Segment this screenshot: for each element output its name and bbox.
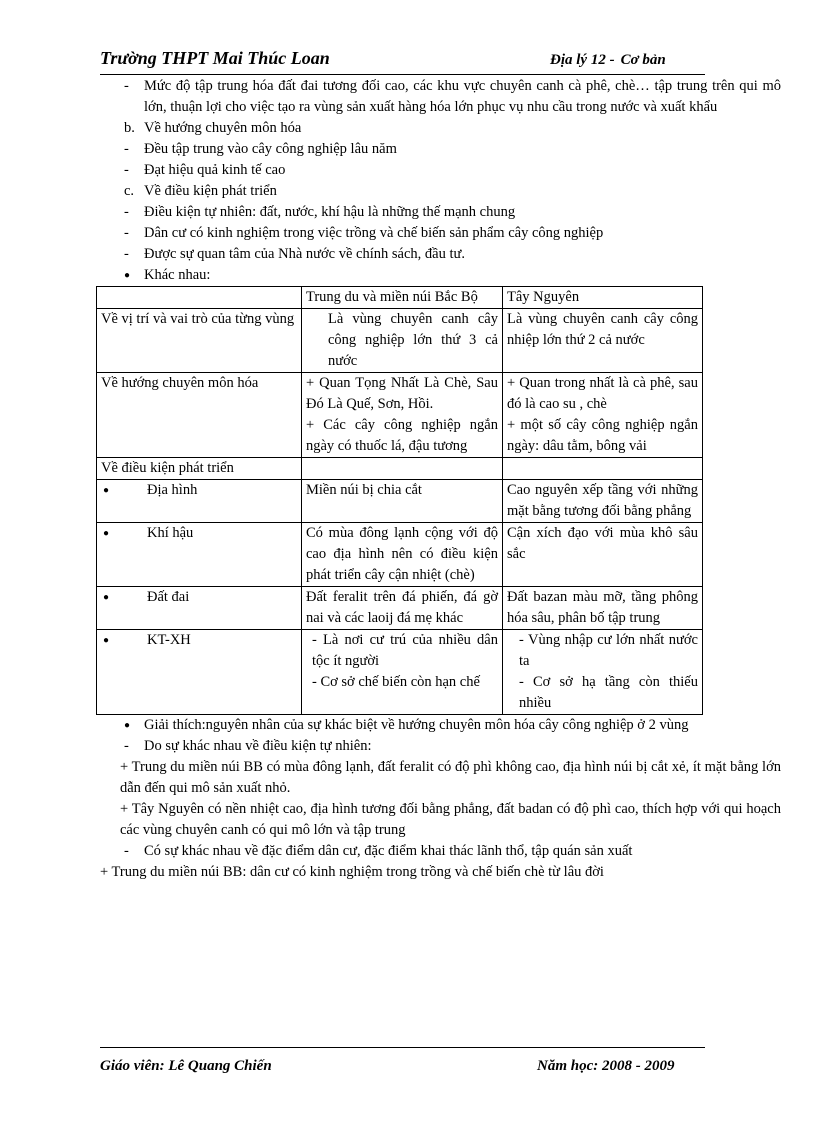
bullet-icon: ●	[124, 720, 131, 731]
table-row	[97, 309, 703, 373]
table-header-cell: Trung du và miền núi Bắc Bộ	[302, 287, 503, 309]
table-cell: + Quan Tọng Nhất Là Chè, Sau Đó Là Quế, Sơn, Hồi. + Các cây công nghiệp ngắn ngày có thuốc lá, đậu tương	[302, 373, 503, 458]
table-row	[97, 480, 703, 523]
table-cell	[97, 287, 302, 309]
paragraph-line: - Đều tập trung vào cây công nghiệp lâu năm	[96, 139, 781, 160]
table-cell: Là vùng chuyên canh cây công nhiệp lớn thứ 2 cả nước	[503, 309, 703, 373]
subject-level: Cơ bản	[620, 52, 666, 68]
dash-marker: -	[124, 141, 129, 157]
table-cell	[503, 458, 703, 480]
dash-marker: -	[124, 246, 129, 262]
paragraph-line: - Mức độ tập trung hóa đất đai tương đối cao, các khu vực chuyên canh cà phê, chè… tập trung trên qui mô lớn, thuận lợi cho việc tạo ra vùng sản xuất hàng hóa lớn phục vụ nhu cầu trong nước và xuất khẩu	[124, 78, 781, 115]
table-row	[97, 523, 703, 587]
paragraph-line: - Do sự khác nhau về điều kiện tự nhiên:	[96, 736, 781, 757]
school-year: Năm học: 2008 - 2009	[537, 1058, 675, 1074]
section-marker: c.	[124, 183, 135, 199]
dash-marker: -	[124, 225, 129, 241]
table-cell: Cận xích đạo với mùa khô sâu sắc	[503, 523, 703, 587]
paragraph-line: - Dân cư có kinh nghiệm trong việc trồng và chế biến sản phẩm cây công nghiệp	[96, 223, 781, 244]
subject-name: Địa lý 12 -	[550, 52, 615, 68]
table-cell: Về điều kiện phát triển	[97, 458, 302, 480]
document-body	[96, 76, 781, 883]
table-cell: - Là nơi cư trú của nhiều dân tộc ít người - Cơ sở chế biến còn hạn chế	[302, 630, 503, 715]
table-cell: Cao nguyên xếp tầng với những mặt bằng tương đối bằng phẳng	[503, 480, 703, 523]
bullet-line: ● Khác nhau:	[96, 265, 781, 286]
bullet-icon: ●	[103, 635, 110, 646]
table-cell: ● Địa hình	[97, 480, 302, 523]
dash-marker: -	[124, 738, 129, 754]
table-row	[97, 630, 703, 715]
table-header-cell: Tây Nguyên	[503, 287, 703, 309]
page-header	[100, 48, 705, 75]
table-cell: Về hướng chuyên môn hóa	[97, 373, 302, 458]
bullet-icon: ●	[124, 270, 131, 281]
teacher-name: Giáo viên: Lê Quang Chiến	[100, 1058, 272, 1074]
paragraph-line: - Điều kiện tự nhiên: đất, nước, khí hậu là những thế mạnh chung	[96, 202, 781, 223]
paragraph-line: - Được sự quan tâm của Nhà nước về chính sách, đầu tư.	[96, 244, 781, 265]
dash-marker: -	[124, 843, 129, 859]
subject-label	[550, 52, 666, 69]
bullet-line: ● Giải thích:nguyên nhân của sự khác biệt về hướng chuyên môn hóa cây công nghiệp ở 2 vùng	[96, 715, 781, 736]
table-row	[97, 587, 703, 630]
bullet-icon: ●	[103, 592, 110, 603]
table-cell: Đất feralit trên đá phiến, đá gờ nai và các laoij đá mẹ khác	[302, 587, 503, 630]
paragraph-line: - Đạt hiệu quả kinh tế cao	[96, 160, 781, 181]
section-b-heading: b. Về hướng chuyên môn hóa	[96, 118, 781, 139]
paragraph-line: + Tây Nguyên có nền nhiệt cao, địa hình tương đối bằng phẳng, đất badan có độ phì cao, thích hợp với qui hoạch các vùng chuyên canh có qui mô lớn và tập trung	[120, 801, 781, 838]
table-cell: Miền núi bị chia cắt	[302, 480, 503, 523]
dash-marker: -	[124, 162, 129, 178]
table-cell	[302, 458, 503, 480]
school-name: Trường THPT Mai Thúc Loan	[100, 48, 330, 68]
table-cell: Là vùng chuyên canh cây công nghiệp lớn thứ 3 cả nước	[302, 309, 503, 373]
page-footer	[100, 1047, 705, 1078]
bullet-icon: ●	[103, 485, 110, 496]
table-header-row	[97, 287, 703, 309]
table-cell: ● KT-XH	[97, 630, 302, 715]
table-cell: Có mùa đông lạnh cộng với độ cao địa hình nên có điều kiện phát triển cây cận nhiệt (chè)	[302, 523, 503, 587]
table-cell: Đất bazan màu mỡ, tầng phông hóa sâu, phân bố tập trung	[503, 587, 703, 630]
table-cell: - Vùng nhập cư lớn nhất nước ta - Cơ sở hạ tầng còn thiếu nhiều	[503, 630, 703, 715]
paragraph-line: + Trung du miền núi BB có mùa đông lạnh, đất feralit có độ phì không cao, địa hình núi bị cắt xẻ, ít mặt bằng lớn dẫn đến qui mô sản xuất nhỏ.	[120, 759, 781, 796]
dash-marker: -	[124, 204, 129, 220]
table-cell: + Quan trong nhất là cà phê, sau đó là cao su , chè + một số cây công nghiệp ngắn ngày: dâu tằm, bông vải	[503, 373, 703, 458]
paragraph-line: - Có sự khác nhau về đặc điểm dân cư, đặc điểm khai thác lãnh thổ, tập quán sản xuất	[96, 841, 781, 862]
dash-marker: -	[124, 78, 129, 94]
table-cell: Về vị trí và vai trò của từng vùng	[97, 309, 302, 373]
table-cell: ● Đất đai	[97, 587, 302, 630]
comparison-table	[96, 286, 703, 715]
table-row	[97, 458, 703, 480]
table-row	[97, 373, 703, 458]
section-c-heading: c. Về điều kiện phát triển	[96, 181, 781, 202]
paragraph-line: + Trung du miền núi BB: dân cư có kinh nghiệm trong trồng và chế biến chè từ lâu đời	[100, 864, 604, 880]
table-cell: ● Khí hậu	[97, 523, 302, 587]
section-marker: b.	[124, 120, 135, 136]
bullet-icon: ●	[103, 528, 110, 539]
